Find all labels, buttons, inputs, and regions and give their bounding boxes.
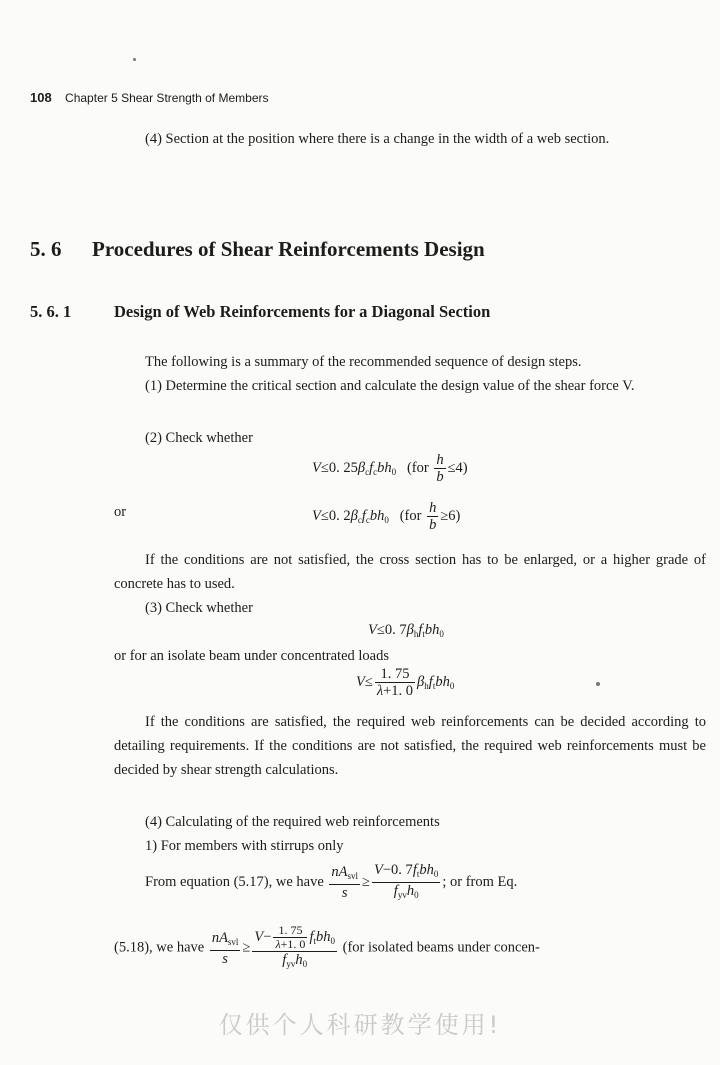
paragraph-step-3: (3) Check whether xyxy=(145,600,253,616)
paragraph-section-4 xyxy=(145,127,706,151)
subsection-number: 5. 6. 1 xyxy=(30,302,72,321)
equation-tail-text: (for isolated beams under concen- xyxy=(342,939,540,956)
equation-line-517: From equation (5.17), we have $\frac{nA_{svl}}{s}$ ≥ $\frac{V-0. 7f_tbh_0}{f_{yv}h_0}$ ; or from Eq. xyxy=(145,862,518,901)
section-title: Procedures of Shear Reinforcements Design xyxy=(92,237,485,261)
equation-intro-text: From equation (5.17), we have xyxy=(145,873,324,890)
equation-518-text: (5.18), we have xyxy=(114,939,205,956)
section-number: 5. 6 xyxy=(30,237,62,261)
subsection-heading xyxy=(30,302,490,322)
equation-check-1: V≤0. $7\beta_hf_tbh_0$ xyxy=(368,622,444,639)
equation-or-text: ; or from Eq. xyxy=(442,873,518,890)
running-title: Chapter 5 Shear Strength of Members xyxy=(65,91,269,105)
equation-line-518: (5.18), we have $\frac{nA_{svl}}{s}$ ≥ V− $\frac{1. 75}{\lambda+1. 0}$ $f_tbh_0$ $f_{yv}h_0$ (for isolated beams under concen- xyxy=(114,924,540,972)
paragraph-step-1: (1) Determine the critical section and calculate the design value of the shear force V. xyxy=(145,378,635,394)
equation-check-2: V≤ $\frac{1. 75}{\lambda+1. 0}$ $\beta_hf_tbh_0$ xyxy=(356,666,455,699)
equation-web-limit-2: V≤0. $2\beta_cf_cbh_0$ (for $\frac{h}{b}$ ≥6) xyxy=(312,500,461,533)
paragraph-conditions-satisfied: If the conditions are satisfied, the required web reinforcements can be decided according to detailing requirements. If the conditions are not satisfied, the required web reinforcements must be decided by shear strength calculations. xyxy=(114,714,706,778)
paragraph-step-2: (2) Check whether xyxy=(145,430,253,446)
page-number: 108 xyxy=(30,90,52,105)
section-heading xyxy=(30,237,485,262)
scan-speck xyxy=(596,682,600,686)
paragraph-text: (4) Section at the position where there is a change in the width of a web section. xyxy=(145,131,610,147)
subsection-title: Design of Web Reinforcements for a Diagonal Section xyxy=(114,302,491,321)
paragraph-intro: The following is a summary of the recommended sequence of design steps. xyxy=(145,354,582,370)
scan-speck xyxy=(133,58,136,61)
word-or: or xyxy=(114,504,127,520)
paragraph-step-4: (4) Calculating of the required web reinforcements xyxy=(145,814,440,830)
paragraph-isolate: or for an isolate beam under concentrated loads xyxy=(114,648,389,664)
running-header xyxy=(30,90,268,105)
paragraph-sub-1: 1) For members with stirrups only xyxy=(145,838,344,854)
equation-web-limit-1: V≤0. $25\beta_cf_cbh_0$ (for $\frac{h}{b}$ ≤4) xyxy=(312,452,468,485)
paragraph-conditions-not: If the conditions are not satisfied, the cross section has to be enlarged, or a higher grade of concrete has to used. xyxy=(114,552,706,592)
watermark: 仅供个人科研教学使用! xyxy=(218,1011,502,1039)
